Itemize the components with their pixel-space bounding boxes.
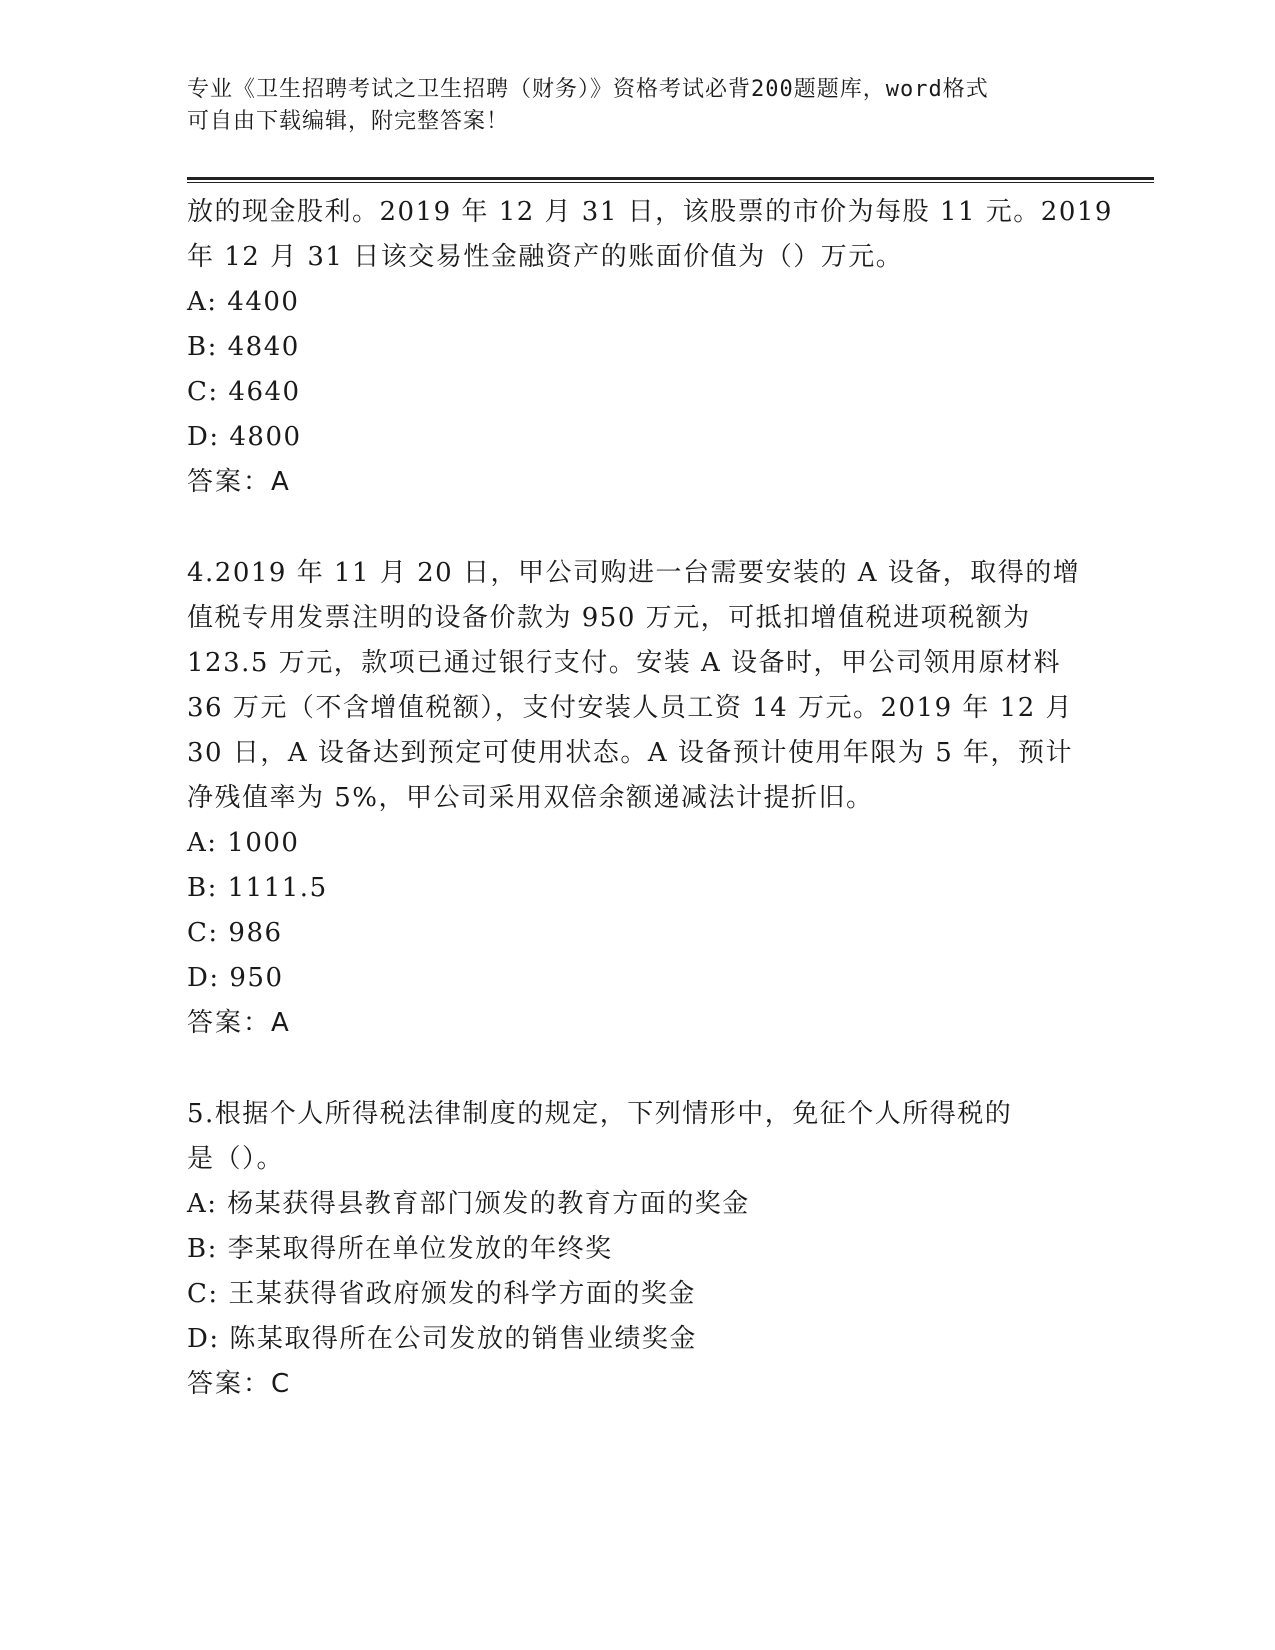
question-3-option-b: B: 4840 xyxy=(187,332,300,362)
question-4-option-d: D: 950 xyxy=(187,963,284,993)
question-4 xyxy=(187,551,1087,1046)
question-5-option-b: B: 李某取得所在单位发放的年终奖 xyxy=(187,1234,613,1264)
question-5-option-d: D: 陈某取得所在公司发放的销售业绩奖金 xyxy=(187,1324,697,1354)
question-4-text-line: 净残值率为 5%，甲公司采用双倍余额递减法计提折旧。 xyxy=(187,783,874,813)
header-title-line-1: 专业《卫生招聘考试之卫生招聘（财务）》资格考试必背200题题库，word格式 xyxy=(187,77,989,102)
question-4-text-line: 值税专用发票注明的设备价款为 950 万元，可抵扣增值税进项税额为 xyxy=(187,603,1031,633)
question-3-answer: 答案：A xyxy=(187,467,291,497)
question-4-text-line: 4.2019 年 11 月 20 日，甲公司购进一台需要安装的 A 设备，取得的增 xyxy=(187,558,1081,588)
question-5-option-c: C: 王某获得省政府颁发的科学方面的奖金 xyxy=(187,1279,696,1309)
page-header xyxy=(187,74,1067,138)
question-3-option-c: C: 4640 xyxy=(187,377,301,407)
spacer xyxy=(187,505,1087,551)
spacer xyxy=(187,1046,1087,1092)
question-3-text-line: 年 12 月 31 日该交易性金融资产的账面价值为（）万元。 xyxy=(187,242,904,272)
question-4-text-line: 30 日，A 设备达到预定可使用状态。A 设备预计使用年限为 5 年，预计 xyxy=(187,738,1074,768)
question-3-option-a: A: 4400 xyxy=(187,287,300,317)
question-4-answer: 答案：A xyxy=(187,1008,291,1038)
question-4-option-b: B: 1111.5 xyxy=(187,873,328,903)
header-title-line-2: 可自由下载编辑，附完整答案！ xyxy=(187,109,510,134)
header-divider-thick xyxy=(187,177,1154,180)
header-divider-thin xyxy=(187,182,1154,183)
question-5 xyxy=(187,1092,1087,1407)
question-4-text-line: 36 万元（不含增值税额），支付安装人员工资 14 万元。2019 年 12 月 xyxy=(187,693,1074,723)
question-4-text-line: 123.5 万元，款项已通过银行支付。安装 A 设备时，甲公司领用原材料 xyxy=(187,648,1062,678)
question-5-text-line: 5.根据个人所得税法律制度的规定，下列情形中，免征个人所得税的 xyxy=(187,1099,1013,1129)
question-3 xyxy=(187,190,1113,505)
question-4-option-a: A: 1000 xyxy=(187,828,300,858)
question-3-option-d: D: 4800 xyxy=(187,422,302,452)
question-3-text-line: 放的现金股利。2019 年 12 月 31 日，该股票的市价为每股 11 元。2019 xyxy=(187,197,1113,227)
question-5-text-line: 是（）。 xyxy=(187,1144,285,1174)
question-5-option-a: A: 杨某获得县教育部门颁发的教育方面的奖金 xyxy=(187,1189,750,1219)
question-4-option-c: C: 986 xyxy=(187,918,283,948)
question-5-answer: 答案：C xyxy=(187,1369,292,1399)
question-content xyxy=(187,190,1113,1407)
